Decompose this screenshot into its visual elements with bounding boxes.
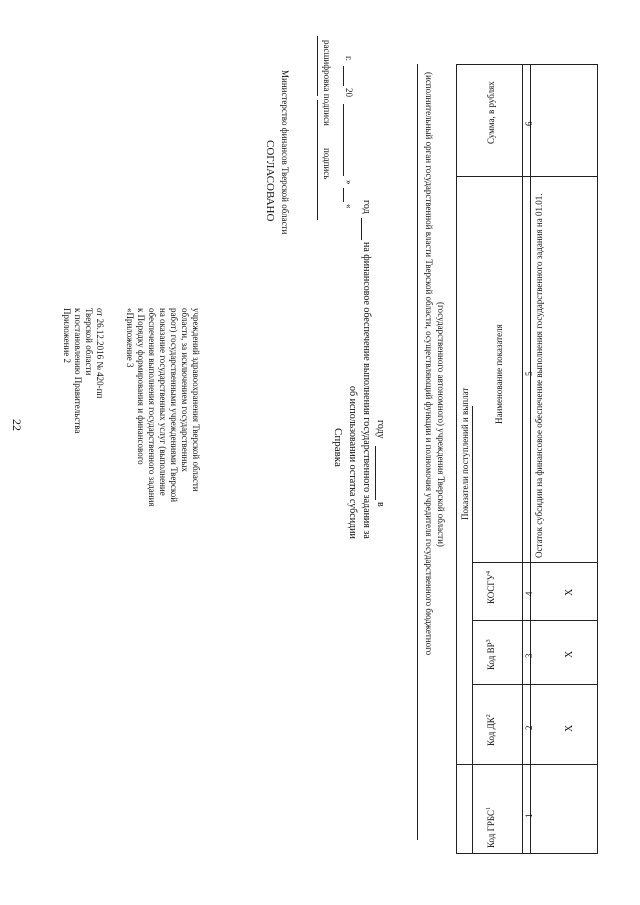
table-border-bottom (456, 853, 598, 854)
executive-caption-line2: (государственного автономного) учреждения Тверской области) (436, 302, 446, 547)
heading-line3b: год (361, 200, 372, 214)
col-divider-vr-dk (472, 684, 598, 685)
col-name-label: Наименование показателя (494, 324, 504, 424)
heading-title: Справка (332, 428, 344, 467)
col-number-row-line-2 (530, 64, 531, 854)
table-border-left (456, 64, 457, 854)
order-line6: области, за исключением государственных (180, 308, 190, 472)
col-sum-label: Сумма, в рублях (486, 81, 496, 144)
approval-title: СОГЛАСОВАНО (264, 140, 276, 222)
order-line7: учреждений здравоохранения Тверской области (191, 308, 201, 492)
table-border-top (456, 64, 598, 65)
col-vr-label: Код $ВР^3$ (486, 639, 496, 670)
row1-dk: Х (564, 724, 575, 732)
date-month-line (343, 104, 344, 176)
row1-vr: Х (564, 650, 575, 658)
decode-line (317, 36, 318, 96)
page-number: 22 (10, 419, 24, 431)
col-kosgu-label: КОСГУ$^4$ (486, 571, 496, 604)
heading-line4a: в (375, 502, 386, 507)
col-divider-name-kosgu (472, 562, 598, 563)
order-line5: работ) государственными учреждениями Тверской (169, 308, 179, 503)
approval-org: Министерство финансов Тверской области (280, 70, 290, 235)
order-line3: обеспечения выполнения государственного задания (147, 308, 157, 507)
date-open-quote: « (344, 204, 354, 209)
col-dk-label: Код $ДК^2$ (486, 714, 496, 746)
col-number-3: 3 (524, 653, 534, 658)
signature-line (317, 100, 318, 220)
year-line (343, 66, 344, 86)
col-number-2: 2 (524, 725, 534, 730)
heading-line2: об использовании остатка субсидии (347, 386, 358, 539)
order-line1: «Приложение 3 (125, 308, 135, 368)
col-divider-kosgu-vr (472, 620, 598, 621)
row1-name: Остаток субсидии на финансовое обеспечение выполнения государственного задания на 01.01. (534, 193, 544, 558)
executive-caption-line1: (исполнительный орган государственной власти Тверской области, осуществляющий функции и полномочия учредителя государственного бюджетного (424, 72, 434, 656)
year-prefix: 20 (344, 88, 354, 97)
order-line2: к Порядку формирования и финансового (136, 308, 146, 465)
col-divider-dk-grbs (456, 764, 598, 765)
table-border-right (597, 64, 598, 854)
executive-line (417, 64, 418, 840)
heading-in-year-line (375, 446, 376, 500)
col-divider-sum-name-lower (472, 176, 598, 177)
decode-label: расшифровка подписи (322, 40, 332, 126)
appendix-line2: к постановлению Правительства (73, 308, 83, 434)
indicators-table-overlay (456, 64, 598, 854)
appendix-line3: Тверской области (84, 308, 94, 376)
order-line4: на оказание государственных услуг (выполнение (158, 308, 168, 496)
heading-line3a: на финансовое обеспечение выполнения государственного задания за (361, 242, 372, 539)
col-number-1: 1 (524, 813, 534, 818)
col-number-4: 4 (524, 591, 534, 596)
heading-year-line (361, 218, 362, 240)
group-header-divider (472, 406, 473, 854)
date-close-quote: » (344, 180, 354, 185)
appendix-line1: Приложение 2 (62, 308, 72, 364)
row1-kosgu: Х (564, 588, 575, 596)
heading-line4b: году (375, 420, 386, 439)
col-number-5: 5 (524, 371, 534, 376)
appendix-line4: от 26.12.2016 № 420-пп (95, 308, 105, 399)
col-number-6: 6 (524, 121, 534, 126)
date-day-line (343, 188, 344, 202)
group-header-label: Показатели поступлений и выплат (460, 387, 470, 520)
col-number-row-line-1 (522, 64, 523, 854)
year-suffix: г. (344, 56, 354, 61)
col-grbs-label: Код ГРБС$^1$ (486, 807, 496, 848)
signature-label: подпись (322, 148, 332, 180)
